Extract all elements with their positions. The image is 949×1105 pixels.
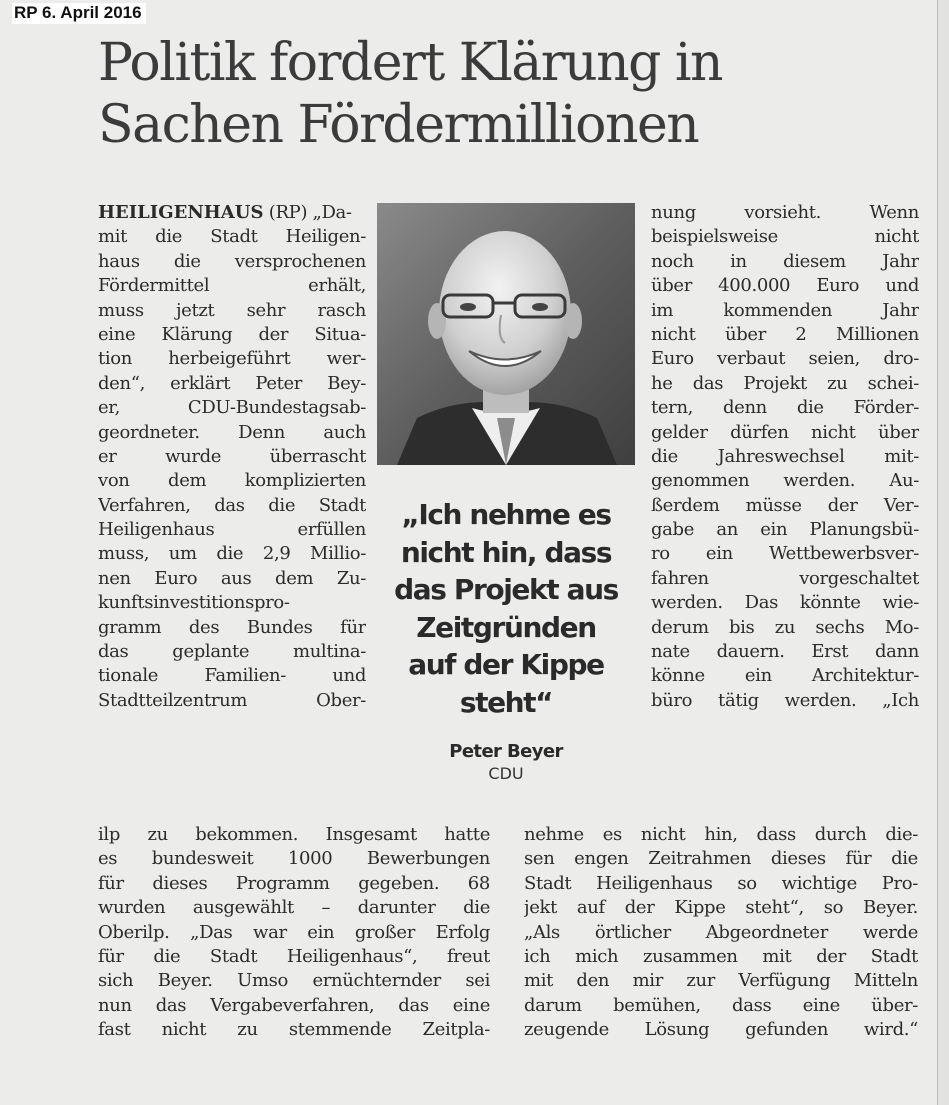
article-line: Fördermittel erhält, (98, 275, 366, 297)
article-line: nicht über 2 Millionen (651, 323, 919, 345)
article-line: beispielsweise nicht (651, 226, 919, 248)
article-line: nehme es nicht hin, dass durch die- (524, 824, 918, 845)
pull-quote-line: steht“ (459, 685, 553, 719)
article-line: gelder dürfen nicht über (651, 421, 919, 443)
article-line: Stadtteilzentrum Ober- (98, 689, 366, 711)
portrait-illustration (377, 203, 635, 465)
article-line: eine Klärung der Situa- (98, 323, 366, 345)
article-line: werden. Das könnte wie- (651, 592, 919, 614)
article-line: im kommenden Jahr (651, 299, 919, 321)
article-line: genommen werden. Au- (651, 470, 919, 492)
article-line: Euro verbaut seien, dro- (651, 348, 919, 370)
article-line: fast nicht zu stemmende Zeitpla- (98, 1019, 490, 1041)
article-line: ilp zu bekommen. Insgesamt hatte (98, 824, 490, 845)
article-line: von dem komplizierten (98, 470, 366, 492)
article-column-left-top (98, 201, 366, 713)
article-line: „Als örtlicher Abgeordneter werde (524, 921, 918, 943)
quote-author: Peter Beyer (449, 741, 563, 762)
article-line: haus die versprochenen (98, 250, 366, 272)
article-line: nate dauern. Erst dann (651, 641, 919, 663)
article-line: geordneter. Denn auch (98, 421, 366, 443)
article-line: derum bis zu sechs Mo- (651, 616, 919, 638)
article-line: darum bemühen, dass eine über- (524, 994, 918, 1016)
article-line: he das Projekt zu schei- (651, 372, 919, 394)
pull-quote (370, 496, 642, 721)
article-line: ßerdem müsse der Ver- (651, 494, 919, 516)
article-line: tionale Familien- und (98, 665, 366, 687)
article-line: muss jetzt sehr rasch (98, 299, 366, 321)
pull-quote-line: nicht hin, dass (400, 535, 612, 569)
article-line: Stadt Heiligenhaus so wichtige Pro- (524, 872, 918, 894)
article-line: den“, erklärt Peter Bey- (98, 372, 366, 394)
article-line-text: (RP) „Da- (263, 202, 352, 223)
article-line: Oberilp. „Das war ein großer Erfolg (98, 921, 490, 943)
article-line: Verfahren, das die Stadt (98, 494, 366, 516)
article-column-right-top (651, 201, 919, 713)
article-line: er wurde überrascht (98, 445, 366, 467)
article-column-bottom-right (524, 823, 918, 1043)
article-line: sich Beyer. Umso ernüchternder sei (98, 970, 490, 992)
article-line: nun das Vergabeverfahren, das eine (98, 994, 490, 1016)
headline-line: Politik fordert Klärung in (98, 33, 723, 93)
pull-quote-line: „Ich nehme es (401, 498, 611, 531)
quote-party: CDU (488, 764, 524, 783)
article-line: büro tätig werden. „Ich (651, 689, 919, 711)
headline (98, 32, 858, 156)
article-line: kunftsinvestitionspro- (98, 592, 290, 614)
article-line: nen Euro aus dem Zu- (98, 567, 366, 589)
dateplace: HEILIGENHAUS (98, 202, 264, 223)
article-line: zeugende Lösung gefunden wird.“ (524, 1019, 918, 1041)
article-line: er, CDU-Bundestagsab- (98, 397, 366, 419)
article-line: gramm des Bundes für (98, 616, 366, 638)
article-line: ro ein Wettbewerbsver- (651, 543, 919, 565)
headline-line: Sachen Fördermillionen (98, 95, 699, 155)
article-line: nung vorsieht. Wenn (651, 202, 919, 223)
article-line: könne ein Architektur- (651, 665, 919, 687)
article-line: fahren vorgeschaltet (651, 567, 919, 589)
article-line: Heiligenhaus erfüllen (98, 519, 366, 541)
article-line: tion herbeigeführt wer- (98, 348, 366, 370)
article-line: über 400.000 Euro und (651, 275, 919, 297)
article-line: es bundesweit 1000 Bewerbungen (98, 848, 490, 870)
article-line: jekt auf der Kippe steht“, so Beyer. (524, 897, 918, 919)
article-line: die Jahreswechsel mit- (651, 445, 919, 467)
article-line: ich mich zusammen mit der Stadt (524, 945, 918, 967)
article-line: das geplante multina- (98, 641, 366, 663)
article-line: für dieses Programm gegeben. 68 (98, 872, 490, 894)
article-column-bottom-left (98, 823, 490, 1043)
article-line: gabe an ein Planungsbü- (651, 519, 919, 541)
article-line: noch in diesem Jahr (651, 250, 919, 272)
dateline: RP 6. April 2016 (12, 3, 146, 24)
article-line: für die Stadt Heiligenhaus“, freut (98, 945, 490, 967)
article-line: muss, um die 2,9 Millio- (98, 543, 366, 565)
article-line: sen engen Zeitrahmen dieses für die (524, 848, 918, 870)
article-line: tern, denn die Förder- (651, 397, 919, 419)
article-line (98, 201, 366, 225)
article-line: mit die Stadt Heiligen- (98, 226, 366, 248)
article-line: mit den mir zur Verfügung Mitteln (524, 970, 918, 992)
article-line: wurden ausgewählt – darunter die (98, 897, 490, 919)
portrait-photo (377, 203, 635, 465)
pull-quote-line: auf der Kippe (408, 648, 604, 681)
page-edge (937, 0, 949, 1105)
pull-quote-line: Zeitgründen (416, 610, 596, 644)
pull-quote-line: das Projekt aus (394, 573, 618, 606)
